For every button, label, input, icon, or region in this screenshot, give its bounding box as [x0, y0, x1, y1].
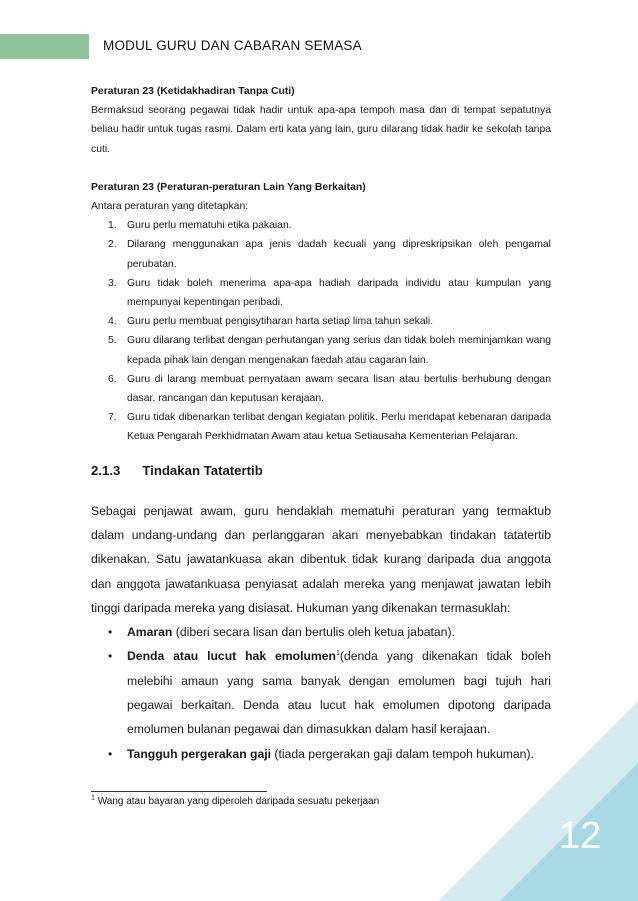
bullet-icon: •: [108, 649, 113, 664]
list-item: • Amaran (diberi secara lisan dan bertulis oleh ketua jabatan).: [91, 620, 551, 644]
rule-23-absence: [91, 82, 551, 159]
list-item: 4. Guru perlu membuat pengisytiharan harta setiap lima tahun sekali.: [108, 316, 434, 328]
list-item: • Denda atau lucut hak emolumen$^1$(denda yang dikenakan tidak boleh melebihi amaun yang sama banyak dengan emolumen bagi tujuh hari pegawai berkaitan. Denda atau lucut hak emolumen dipotong daripada emolumen bulanan pegawai dan dimasukkan dalam hasil kerajaan.: [91, 644, 551, 741]
page-number: 12: [559, 815, 602, 857]
rule-23-other-intro: Antara peraturan yang ditetapkan:: [91, 201, 249, 213]
section-number: 2.1.3: [91, 462, 121, 478]
list-item: 6. Guru di larang membuat pernyataan awam secara lisan atau bertulis berhubung dengan dasar, rancangan dan keputusan kerajaan.: [108, 373, 551, 405]
rule-23-absence-heading: Peraturan 23 (Ketidakhadiran Tanpa Cuti): [91, 86, 295, 97]
list-item: 7. Guru tidak dibenarkan terlibat dengan kegiatan politik. Perlu mendapat kebenaran daripada Ketua Pengarah Perkhidmatan Awam atau ketua Setiausaha Kementerian Pelajaran.: [108, 412, 551, 443]
footnote-reference: 1: [335, 650, 340, 658]
rules-list: [91, 216, 551, 446]
page-corner-decoration: [438, 701, 638, 901]
section-heading: [91, 461, 551, 481]
footnote-text: Wang atau bayaran yang diperoleh daripada sesuatu pekerjaan: [97, 796, 380, 807]
header-accent-bar: [0, 34, 89, 59]
page-content: [91, 82, 551, 766]
footnote: [91, 796, 379, 807]
list-item: • Tangguh pergerakan gaji (tiada pergerakan gaji dalam tempoh hukuman).: [91, 742, 551, 766]
bullet-icon: •: [108, 625, 113, 640]
rule-23-other-heading: Peraturan 23 (Peraturan-peraturan Lain Yang Berkaitan): [91, 181, 366, 193]
list-item: 5. Guru dilarang terlibat dengan perhutangan yang serius dan tidak boleh meminjamkan wang kepada pihak lain dengan mengenakan faedah atau cagaran lain.: [108, 335, 551, 366]
section-paragraph: Sebagai penjawat awam, guru hendaklah mematuhi peraturan yang termaktub dalam undang-undang dan perlanggaran akan menyebabkan tindakan tatatertib dikenakan. Satu jawatankuasa akan dibentuk tidak kurang daripada dua anggota dan anggota jawatankuasa penyiasat adalah mereka yang menjawat jawatan lebih tinggi daripada mereka yang disiasat. Hukuman yang dikenakan termasuklah:: [91, 503, 551, 615]
list-item: 1. Guru perlu mematuhi etika pakaian.: [108, 220, 292, 232]
bullet-icon: •: [108, 746, 113, 761]
rule-23-absence-body: Bermaksud seorang pegawai tidak hadir untuk apa-apa tempoh masa dan di tempat sepatutnya beliau hadir untuk tugas rasmi. Dalam erti kata yang lain, guru dilarang tidak hadir ke sekolah tanpa cuti.: [91, 105, 551, 155]
list-item: 3. Guru tidak boleh menerima apa-apa hadiah daripada individu atau kumpulan yang mempunyai kepentingan peribadi.: [108, 277, 551, 309]
running-header: MODUL GURU DAN CABARAN SEMASA: [103, 38, 362, 53]
list-item: 2. Dilarang menggunakan apa jenis dadah kecuali yang dipreskripsikan oleh pengamal perubatan.: [108, 239, 551, 270]
rule-23-other: [91, 178, 551, 447]
footnote-divider: [91, 791, 267, 792]
footnote-mark: 1: [91, 794, 95, 802]
section-title: Tindakan Tatatertib: [142, 462, 263, 478]
